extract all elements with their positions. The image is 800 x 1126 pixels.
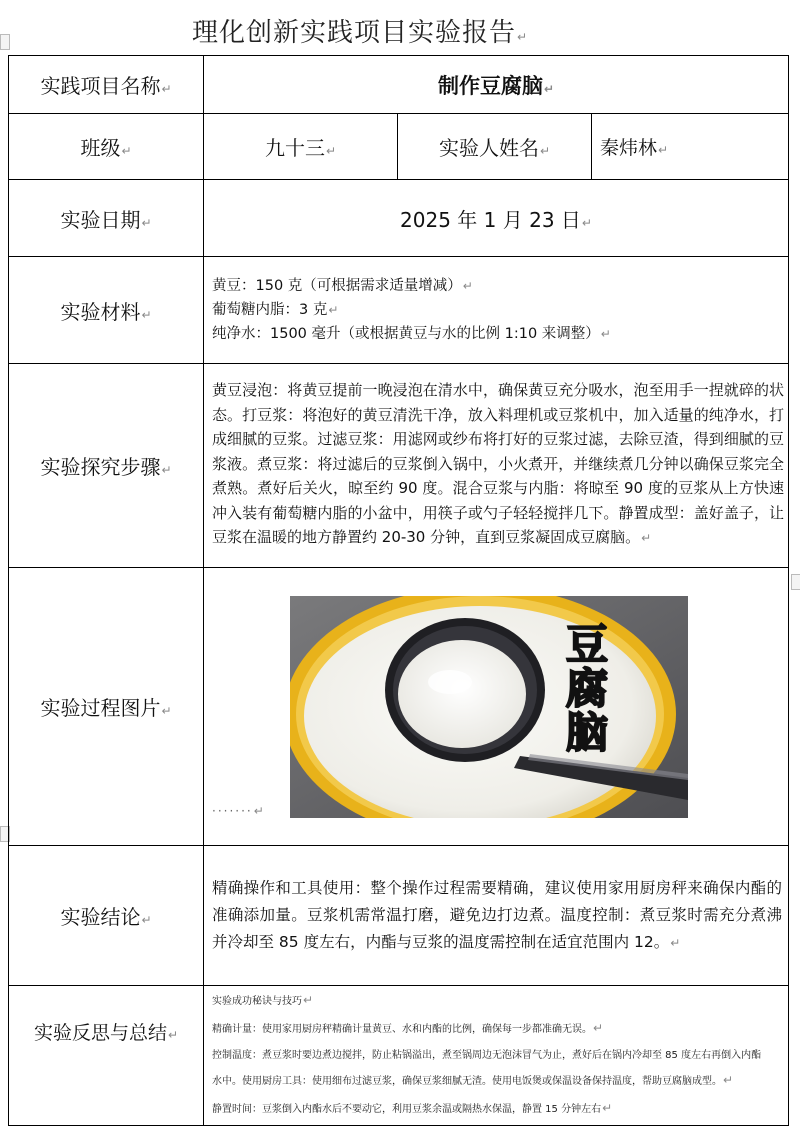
material-item: 黄豆：150 克（可根据需求适量增减）↵ [212, 278, 473, 294]
reflection-line: 水中。使用厨房工具：使用细布过滤豆浆，确保豆浆细腻无渣。使用电饭煲或保温设备保持温度，帮助豆腐脑成型。↵ [212, 1073, 734, 1087]
label-project-name: 实践项目名称↵ [9, 56, 204, 114]
label-experimenter: 实验人姓名↵ [398, 114, 592, 180]
margin-marker [0, 34, 10, 50]
row-reflection [9, 986, 789, 1126]
label-materials: 实验材料↵ [9, 257, 204, 364]
photo-anchor-dots: ·······↵ [212, 804, 266, 818]
report-title: 理化创新实践项目实验报告↵ [191, 18, 529, 48]
row-project-name [9, 56, 789, 114]
row-conclusion [9, 846, 789, 986]
process-photo [290, 596, 688, 818]
label-images: 实验过程图片↵ [9, 568, 204, 846]
reflection-line: 控制温度：煮豆浆时要边煮边搅拌，防止粘锅溢出，煮至锅周边无泡沫冒气为止，煮好后在锅内冷却至 85 度左右再倒入内酯 [212, 1050, 762, 1061]
materials-list [204, 257, 789, 364]
label-reflection: 实验反思与总结↵ [9, 986, 204, 1126]
reflection-text [204, 986, 789, 1126]
row-date [9, 180, 789, 257]
label-steps: 实验探究步骤↵ [9, 364, 204, 568]
date-value: 2025 年 1 月 23 日↵ [204, 180, 789, 257]
class-value: 九十三↵ [204, 114, 398, 180]
report-table [8, 55, 789, 1126]
row-steps [9, 364, 789, 568]
steps-text: 黄豆浸泡：将黄豆提前一晚浸泡在清水中，确保黄豆充分吸水，泡至用手一捏就碎的状态。打豆浆：将泡好的黄豆清洗干净，放入料理机或豆浆机中，加入适量的纯净水，打成细腻的豆浆。过滤豆浆：用滤网或纱布将打好的豆浆过滤，去除豆渣，得到细腻的豆浆液。煮豆浆：将过滤后的豆浆倒入锅中，小火煮开，并继续煮几分钟以确保豆浆完全煮熟。煮好后关火，晾至约 90 度。混合豆浆与内脂：将晾至 90 度的豆浆从上方快速冲入装有葡萄糖内脂的小盆中，用筷子或勺子轻轻搅拌几下。静置成型：盖好盖子，让豆浆在温暖的地方静置约 20-30 分钟，直到豆浆凝固成豆腐脑。↵ [204, 364, 789, 568]
row-class [9, 114, 789, 180]
experimenter-value: 秦炜林↵ [592, 114, 789, 180]
row-materials [9, 257, 789, 364]
label-class: 班级↵ [9, 114, 204, 180]
project-name-value: 制作豆腐脑↵ [204, 56, 789, 114]
reflection-line: 精确计量：使用家用厨房秤精确计量黄豆、水和内酯的比例，确保每一步都准确无误。↵ [212, 1021, 604, 1035]
label-conclusion: 实验结论↵ [9, 846, 204, 986]
row-images [9, 568, 789, 846]
reflection-line: 静置时间：豆浆倒入内酯水后不要动它，利用豆浆余温或隔热水保温，静置 15 分钟左右↵ [212, 1101, 613, 1115]
material-item: 葡萄糖内脂：3 克↵ [212, 302, 339, 318]
images-cell [204, 568, 789, 846]
reflection-line: 实验成功秘诀与技巧↵ [212, 993, 314, 1007]
margin-marker [791, 574, 800, 590]
label-date: 实验日期↵ [9, 180, 204, 257]
material-item: 纯净水：1500 毫升（或根据黄豆与水的比例 1:10 来调整）↵ [212, 326, 611, 342]
photo-caption: 豆腐脑 [560, 622, 609, 754]
conclusion-text: 精确操作和工具使用：整个操作过程需要精确，建议使用家用厨房秤来确保内酯的准确添加量。豆浆机需常温打磨，避免边打边煮。温度控制：煮豆浆时需充分煮沸并冷却至 85 度左右，内酯与豆浆的温度需控制在适宜范围内 12。↵ [204, 846, 789, 986]
